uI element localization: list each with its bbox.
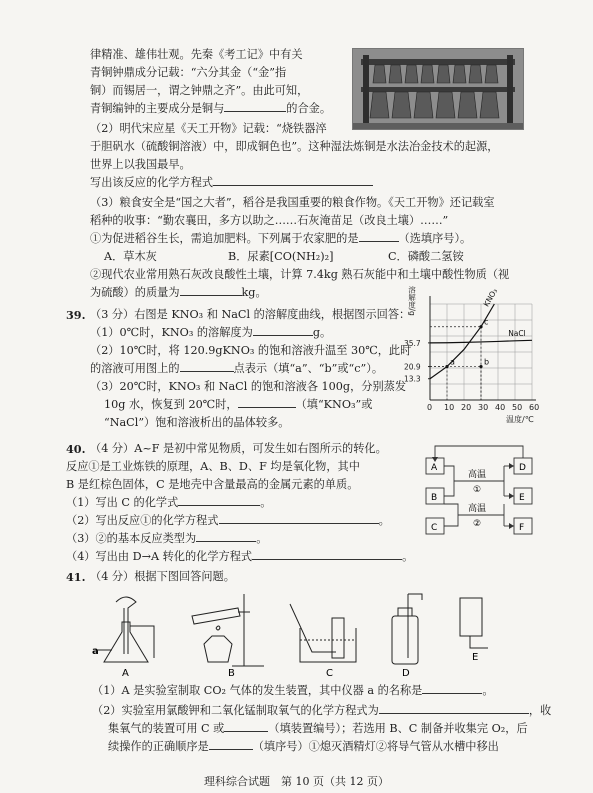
label-E: E <box>472 652 479 663</box>
q40-line6-tail: 。 <box>402 550 414 563</box>
q38-p3-line6 <box>90 284 267 302</box>
alcohol-lamp <box>204 636 232 662</box>
box-c-label: C <box>431 523 438 533</box>
condition-2: 高温 <box>468 504 487 514</box>
q41-line4-tail: （填序号）①熄灭酒精灯②将导气管从水槽中移出 <box>252 740 499 753</box>
q38-p1-line4-text: 青铜编钟的主要成分是铜与 <box>90 102 225 115</box>
box-d-label: D <box>519 463 526 473</box>
condition-1: 高温 <box>468 470 487 480</box>
q41-line2-tail: ，收 <box>528 704 552 717</box>
q41-intro: （4 分）根据下图回答问题。 <box>90 570 235 583</box>
apparatus-d <box>392 594 422 664</box>
apparatus-a <box>98 597 154 662</box>
data-point <box>479 325 482 328</box>
q40-line1: 反应①是工业炼铁的原理，A、B、D、F 均是氧化物，其中 <box>66 460 360 473</box>
answer-blank-q41-4[interactable] <box>209 738 253 750</box>
q41-line3 <box>108 720 528 738</box>
apparatus-b <box>192 594 264 666</box>
q39-line1-text: （1）0℃时，KNO₃ 的溶解度为 <box>90 326 253 339</box>
label-A: A <box>122 668 129 679</box>
q39-line2b <box>90 360 383 378</box>
answer-blank-q39-2[interactable] <box>180 360 234 372</box>
q39-line3b <box>104 396 372 414</box>
x-tick-label: 0 <box>427 403 433 412</box>
q38-p1-line2: 青铜钟鼎成分记载：“六分其金（“金”指 <box>90 66 287 79</box>
answer-blank-q40-2[interactable] <box>219 512 379 524</box>
q39-line1 <box>90 324 331 342</box>
q38-p3-line2: 稻种的收事：“勤农襄田，多方以助之……石灰淹苗足（改良土壤）……” <box>90 214 449 227</box>
answer-blank-q38-1[interactable] <box>224 100 286 112</box>
bracket-2 <box>444 504 458 526</box>
q40-number: 40. <box>66 442 86 456</box>
label-D: D <box>402 668 410 679</box>
box-e-label: E <box>519 493 525 503</box>
gas-bottle-d <box>392 616 418 664</box>
q39-line2b-text: 的溶液可用图上的 <box>90 362 180 375</box>
q40-line3-tail: 。 <box>260 496 272 509</box>
solubility-chart <box>404 282 546 432</box>
q38-p3-line6-tail: kg。 <box>241 286 267 299</box>
q40-line3 <box>66 494 272 512</box>
q40-line5-text: （3）②的基本反应类型为 <box>66 532 197 545</box>
answer-blank-q38-4[interactable] <box>180 284 242 296</box>
answer-blank-q38-3[interactable] <box>359 230 399 242</box>
q38-p1-line4-tail: 的合金。 <box>286 102 332 115</box>
q38-p3-line5: ②现代农业常用熟石灰改良酸性土壤，计算 7.4kg 熟石灰能中和土壤中酸性物质（视 <box>90 268 510 281</box>
q40-line4-tail: 。 <box>378 514 390 527</box>
answer-blank-q41-3[interactable] <box>224 720 268 732</box>
q40-line4-text: （2）写出反应①的化学方程式 <box>66 514 219 527</box>
gas-bottle-e <box>460 598 482 636</box>
q39-line3c: “NaCl”）饱和溶液析出的晶体较多。 <box>104 416 290 429</box>
q40-intro: （4 分）A~F 是初中常见物质，可发生如右图所示的转化。 <box>90 442 387 455</box>
q38-p3-line3 <box>90 230 471 248</box>
q38-p2-line1: （2）明代宋应星《天工开物》记载：“烧铁器淬 <box>90 122 327 135</box>
x-tick-label: 30 <box>478 403 489 412</box>
arrow-d-to-a <box>435 446 523 458</box>
y-axis-label: 溶解度/g <box>407 286 417 316</box>
answer-blank-q40-4[interactable] <box>252 548 402 560</box>
transformation-diagram <box>418 440 548 542</box>
q41-line1 <box>92 682 494 700</box>
x-tick-label: 40 <box>495 403 506 412</box>
reaction-1-mark: ① <box>473 485 482 495</box>
q41-line1-text: （1）A 是实验室制取 CO₂ 气体的发生装置，其中仪器 a 的名称是 <box>92 684 423 697</box>
q38-p1-line4 <box>90 100 331 118</box>
q41-line4-text: 续操作的正确顺序是 <box>108 740 209 753</box>
q38-p1-line3: 铜）而锡居一，谓之钟鼎之齐”。由此可知， <box>90 84 309 97</box>
q38-p3-line6-text: 为硫酸）的质量为 <box>90 286 180 299</box>
q41-line4 <box>108 738 499 756</box>
answer-blank-q40-3[interactable] <box>196 530 256 542</box>
answer-blank-q38-2[interactable] <box>213 174 373 186</box>
q39-line2b-tail: 点表示（填“a”、“b”或“c”）。 <box>233 362 384 375</box>
test-tube <box>192 608 240 624</box>
point-label: b <box>484 357 490 367</box>
q39-line3b-tail: （填“KNO₃”或 <box>295 398 373 411</box>
answer-blank-q39-3[interactable] <box>238 396 296 408</box>
q38-p3-line3-tail: （选填序号）。 <box>398 232 472 245</box>
q38-p2-line4 <box>90 174 373 192</box>
q41-line3-text: 集氧气的装置可用 C 或 <box>108 722 225 735</box>
q41-number: 41. <box>66 570 86 584</box>
q40-line5-tail: 。 <box>256 532 268 545</box>
y-tick-label: 35.7 <box>404 338 421 348</box>
y-tick-label: 13.3 <box>404 374 421 384</box>
apparatus-e <box>460 598 488 648</box>
delivery-tube-e <box>470 636 488 648</box>
bracket-1 <box>444 466 454 496</box>
x-tick-label: 60 <box>529 403 540 412</box>
x-tick-label: 10 <box>444 403 455 412</box>
x-tick-label: 50 <box>512 403 523 412</box>
answer-blank-q41-1[interactable] <box>422 682 482 694</box>
answer-blank-q41-2[interactable] <box>379 702 529 714</box>
q39-line2a: （2）10℃时，将 120.9gKNO₃ 的饱和溶液升温至 30℃，此时 <box>90 344 412 357</box>
point-label: c <box>484 317 489 327</box>
conical-flask <box>104 622 148 662</box>
y-tick-label: 20.9 <box>404 362 421 372</box>
q41-line3-tail: （填装置编号）；若选用 B、C 制备并收集完 O₂，后 <box>268 722 528 735</box>
q39-line3a: （3）20℃时，KNO₃ 和 NaCl 的饱和溶液各 100g，分别蒸发 <box>90 380 407 393</box>
q40-line5 <box>66 530 267 548</box>
q38-p3-line1: （3）粮食安全是“国之大者”，稻谷是我国重要的粮食作物。《天工开物》还记载室 <box>90 196 495 209</box>
answer-blank-q40-1[interactable] <box>178 494 260 506</box>
delivery-tube-d <box>408 594 422 658</box>
q39-intro: （3 分）右图是 KNO₃ 和 NaCl 的溶解度曲线，根据图示回答： <box>90 308 411 321</box>
reaction-2-mark: ② <box>473 519 482 529</box>
q40-line3-text: （1）写出 C 的化学式 <box>66 496 179 509</box>
box-f-label: F <box>519 523 525 533</box>
q38-p2-line4-text: 写出该反应的化学方程式 <box>90 176 214 189</box>
apparatus-c <box>290 604 356 662</box>
option-a: A．草木灰 <box>104 250 157 263</box>
q40-line6-text: （4）写出由 D→A 转化的化学方程式 <box>66 550 253 563</box>
bronze-bells-photo <box>352 48 524 130</box>
series-label: KNO₃ <box>481 286 500 309</box>
label-a-instrument: a <box>92 646 99 657</box>
x-axis-label: 温度/℃ <box>506 415 534 424</box>
bronze-bells-illustration <box>353 49 523 129</box>
q41-line2 <box>92 702 551 720</box>
apparatus-figure <box>92 588 512 680</box>
q39-line1-tail: g。 <box>312 326 332 339</box>
q38-p1-line1: 律精准、雄伟壮观。先秦《考工记》中有关 <box>90 48 303 61</box>
q38-p2-line2: 于胆矾水（硫酸铜溶液）中，即成铜色也”。这种湿法炼铜是水法冶金技术的起源， <box>90 140 499 153</box>
delivery-tube <box>290 604 336 652</box>
q39-number: 39. <box>66 308 86 322</box>
page-footer: 理科综合试题 第 10 页（共 12 页） <box>204 775 389 788</box>
box-b-label: B <box>431 493 438 503</box>
q39-line3b-text: 10g 水，恢复到 20℃时， <box>104 398 238 411</box>
series-label: NaCl <box>508 329 526 338</box>
x-tick-label: 20 <box>461 403 472 412</box>
q40-line2: B 是红棕色固体，C 是地壳中含量最高的金属元素的单质。 <box>66 478 359 491</box>
q38-p2-line3: 世界上以我国最早。 <box>90 158 191 171</box>
point-label: a <box>450 357 455 367</box>
q40-line6 <box>66 548 413 566</box>
label-C: C <box>326 668 333 679</box>
option-c: C．磷酸二氢铵 <box>388 250 464 263</box>
answer-blank-q39-1[interactable] <box>253 324 313 336</box>
option-b: B．尿素[CO(NH₂)₂] <box>228 250 334 263</box>
q38-p3-line3-text: ①为促进稻谷生长，需追加肥料。下列属于农家肥的是 <box>90 232 359 245</box>
box-a-label: A <box>431 463 438 473</box>
q40-line4 <box>66 512 390 530</box>
q41-line2-text: （2）实验室用氯酸钾和二氧化锰制取氧气的化学方程式为 <box>92 704 379 717</box>
label-B: B <box>228 668 235 679</box>
q41-line1-tail: 。 <box>482 684 494 697</box>
